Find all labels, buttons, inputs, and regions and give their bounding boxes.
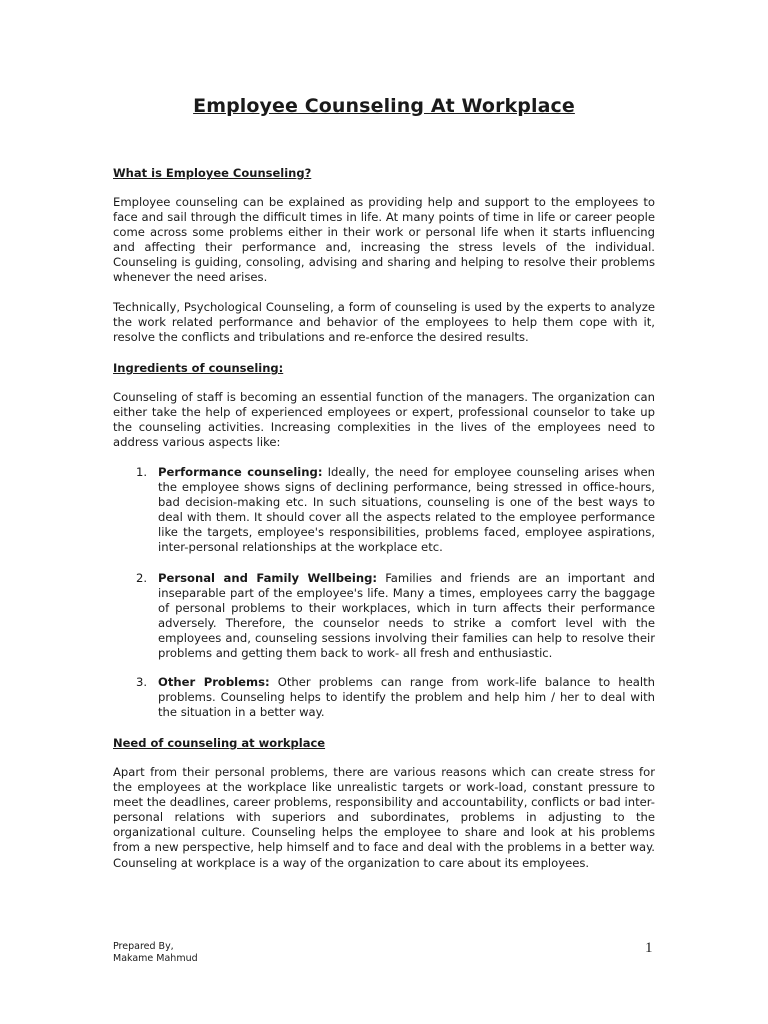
footer-prepared-by xyxy=(113,941,198,965)
list-item-label: Personal and Family Wellbeing: xyxy=(158,571,378,585)
list-item-text: Families and friends are an important and inseparable part of the employee's life. Many a times, employees carry the baggage of personal problems to their workplaces, which in turn affects their performance adversely. Therefore, the counselor needs to strike a comfort level with the employees and, counseling sessions involving their families can help to resolve their problems and getting them back to work- all fresh and enthusiastic. xyxy=(158,571,655,661)
paragraph-need: Apart from their personal problems, there are various reasons which can create stress for the employees at the workplace like unrealistic targets or work-load, constant pressure to meet the deadlines, career problems, responsibility and accountability, conflicts or bad inter-personal relations with superiors and subordinates, problems in adjusting to the organizational culture. Counseling helps the employee to share and look at his problems from a new perspective, help himself and to face and deal with the problems in a better way. Counseling at workplace is a way of the organization to care about its employees. xyxy=(113,765,655,870)
list-item-number: 1. xyxy=(136,465,148,479)
page-title: Employee Counseling At Workplace xyxy=(193,95,575,117)
list-item-number: 2. xyxy=(136,571,148,585)
paragraph-technical: Technically, Psychological Counseling, a form of counseling is used by the experts to analyze the work related performance and behavior of the employees to help them cope with it, resolve the conflicts and tribulations and re-enforce the desired results. xyxy=(113,300,655,345)
paragraph-ingredients-intro: Counseling of staff is becoming an essential function of the managers. The organization can either take the help of experienced employees or expert, professional counselor to take up the counseling activities. Increasing complexities in the lives of the employees need to address various aspects like: xyxy=(113,390,655,450)
paragraph-definition: Employee counseling can be explained as providing help and support to the employees to face and sail through the difficult times in life. At many points of time in life or career people come across some problems either in their work or personal life when it starts influencing and affecting their performance and, increasing the stress levels of the individual. Counseling is guiding, consoling, advising and sharing and helping to resolve their problems whenever the need arises. xyxy=(113,195,655,285)
list-item-body xyxy=(158,571,655,662)
section-heading-what-is: What is Employee Counseling? xyxy=(113,166,312,180)
list-item-body xyxy=(158,675,655,720)
footer-author: Makame Mahmud xyxy=(113,953,198,964)
list-item-text: Ideally, the need for employee counseling arises when the employee shows signs of declining performance, being stressed in office-hours, bad decision-making etc. In such situations, counseling is one of the best ways to deal with them. It should cover all the aspects related to the employee performance like the targets, employee's responsibilities, problems faced, employee aspirations, inter-personal relationships at the workplace etc. xyxy=(158,465,655,555)
section-heading-ingredients: Ingredients of counseling: xyxy=(113,361,284,375)
list-item-number: 3. xyxy=(136,675,148,689)
list-item-text: Other problems can range from work-life balance to health problems. Counseling helps to identify the problem and help him / her to deal with the situation in a better way. xyxy=(158,675,656,720)
list-item-label: Other Problems: xyxy=(158,675,270,689)
footer-prepared-label: Prepared By, xyxy=(113,941,174,952)
section-heading-need: Need of counseling at workplace xyxy=(113,736,326,750)
page-number: 1 xyxy=(645,940,653,956)
list-item-body xyxy=(158,465,655,556)
list-item-label: Performance counseling: xyxy=(158,465,323,479)
